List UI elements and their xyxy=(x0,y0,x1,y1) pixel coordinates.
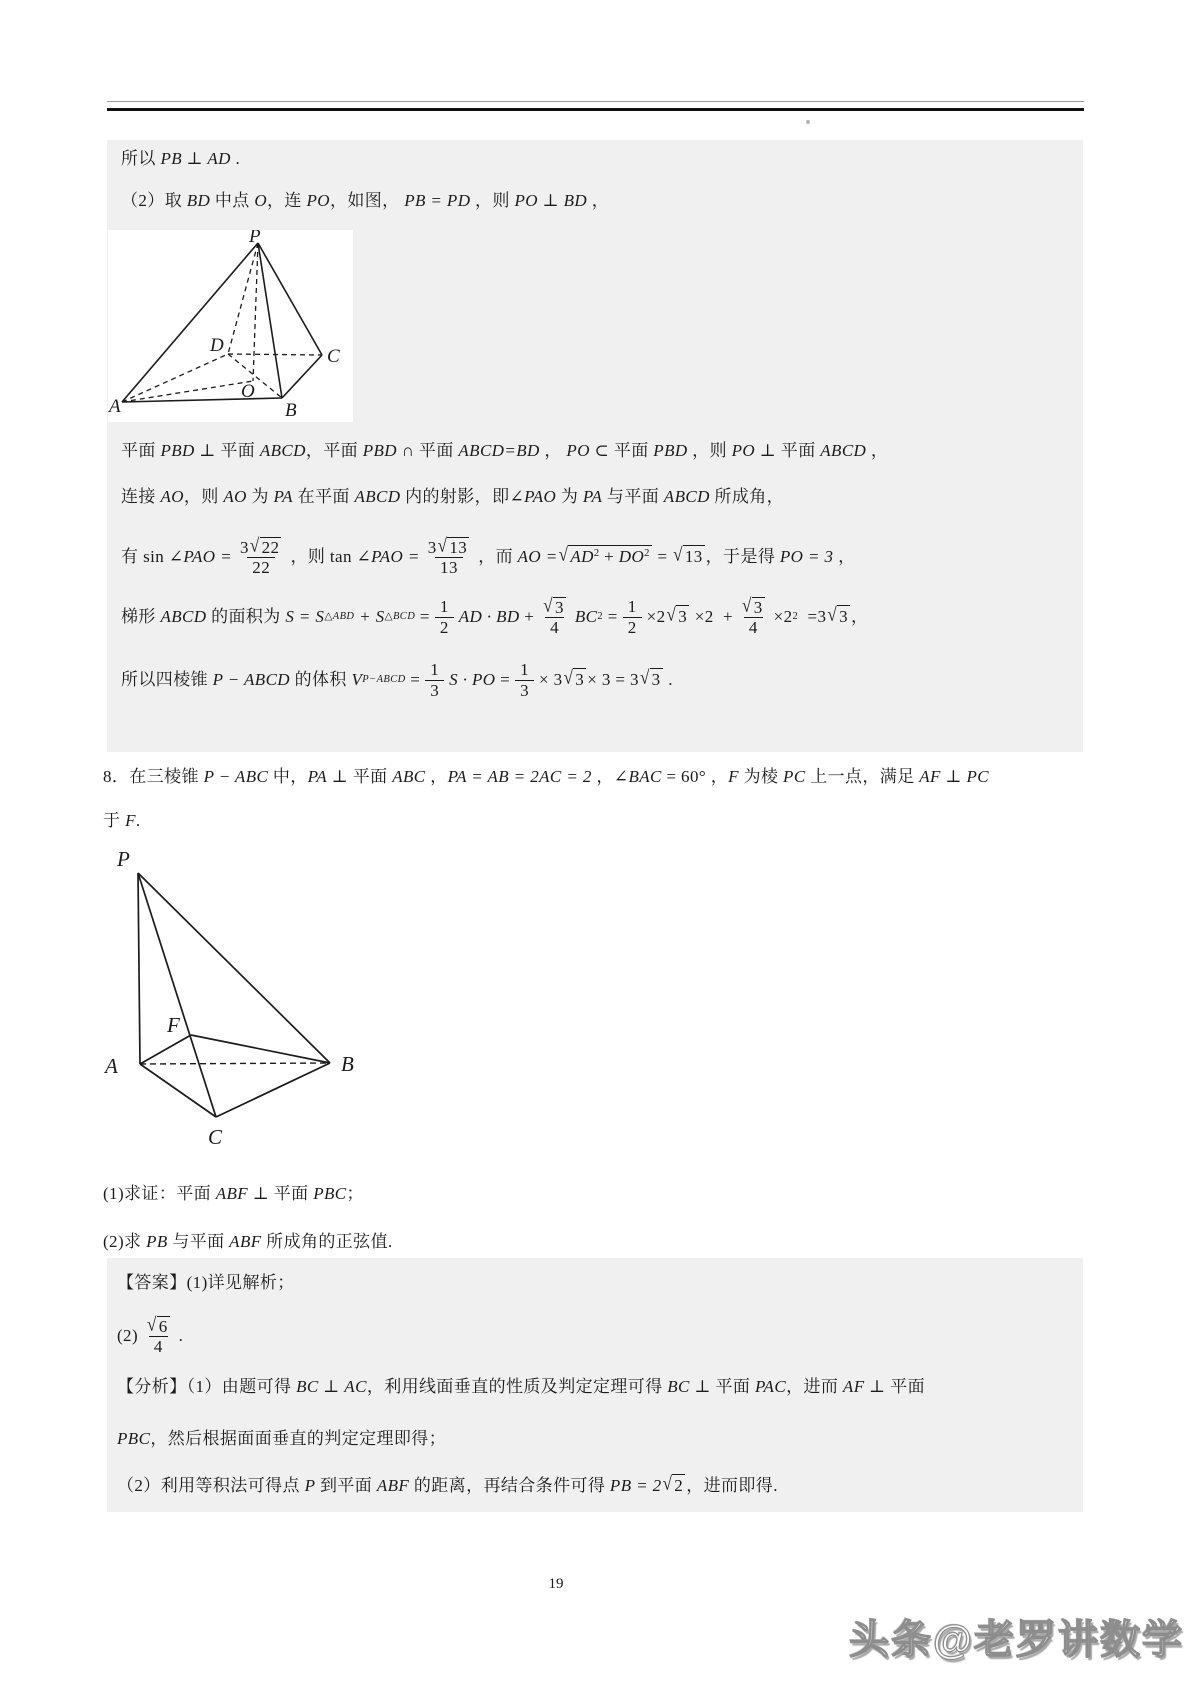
answer-line-1: 【答案】(1)详见解析； xyxy=(117,1273,295,1292)
fig2-label-f: F xyxy=(167,1013,180,1037)
solution-line-3: 平面 PBD ⊥ 平面 ABCD，平面 PBD ∩ 平面 ABCD=BD ， PO ⊂ 平面 PBD ，则 PO ⊥ 平面 ABCD ， xyxy=(121,441,889,460)
header-rule-thin xyxy=(107,101,1084,102)
solution-line-1: 所以 PB ⊥ AD . xyxy=(121,149,241,168)
pyramid-pabc-drawing xyxy=(95,840,375,1160)
speck-artifact xyxy=(806,120,810,124)
figure-pyramid-pabc xyxy=(95,840,375,1160)
page-number: 19 xyxy=(548,1576,564,1592)
fig1-label-d: D xyxy=(210,335,224,356)
fig2-label-b: B xyxy=(341,1052,354,1076)
problem8-line-2: 于 F. xyxy=(103,811,141,830)
analysis-line-2: PBC，然后根据面面垂直的判定定理即得； xyxy=(117,1429,447,1448)
fig2-label-c: C xyxy=(208,1125,223,1149)
solution-line-6: 梯形 ABCD 的面积为 S = S △ABD + S △BCD = $\frac{1}{2}$ AD · BD + √ 3 4 BC 2 = $\frac{1}{2}$ ×2 √ 3 ×2 + √ 3 4 ×2 2 =3 √ 3 ， xyxy=(121,594,869,637)
analysis-line-3: （2）利用等积法可得点 P 到平面 ABF 的距离，再结合条件可得 PB = 2 √ 2 ，进而即得 . xyxy=(117,1466,778,1506)
fig1-label-o: O xyxy=(241,381,255,402)
fig1-label-p: P xyxy=(249,230,261,247)
solution-line-7: 所以四棱锥 P − ABCD 的体积 V P−ABCD = $\frac{1}{3}$ S · PO = $\frac{1}{3}$ × 3 √ 3 × 3 = 3 √ 3 . xyxy=(121,660,673,700)
fig2-label-p: P xyxy=(117,847,130,871)
figure-pyramid-pabcd xyxy=(108,230,353,422)
fig1-label-a: A xyxy=(109,396,121,417)
solution-line-5: 有 sin ∠PAO = 3 √ 22 22 ，则 tan ∠PAO = 3 √ 13 13 ，而 AO = √ $AD^2 + DO^2$ = √ 13 ，于是得 PO = 3 ， xyxy=(121,534,856,577)
problem8-line-1: 8．在三棱锥 P − ABC 中，PA ⊥ 平面 ABC ，PA = AB = 2AC = 2 ，∠BAC = 60° ，F 为棱 PC 上一点，满足 AF ⊥ PC xyxy=(103,767,990,786)
fig1-label-b: B xyxy=(285,400,297,421)
solution-line-4: 连接 AO，则 AO 为 PA 在平面 ABCD 内的射影，即∠PAO 为 PA 与平面 ABCD 所成角， xyxy=(121,487,785,506)
problem8-question-2: (2)求 PB 与平面 ABF 所成角的正弦值. xyxy=(103,1232,393,1251)
answer-line-2: (2) √ 6 4 . xyxy=(117,1313,184,1356)
problem8-question-1: (1)求证：平面 ABF ⊥ 平面 PBC； xyxy=(103,1184,364,1203)
fig2-label-a: A xyxy=(105,1054,118,1078)
fig1-label-c: C xyxy=(327,346,340,367)
analysis-line-1: 【分析】（1）由题可得 BC ⊥ AC，利用线面垂直的性质及判定定理可得 BC ⊥ 平面 PAC，进而 AF ⊥ 平面 xyxy=(117,1377,925,1396)
watermark-text: 头条@老罗讲数学 xyxy=(848,1618,1184,1662)
header-rule-thick xyxy=(107,108,1084,111)
solution-line-2: （2）取 BD 中点 O，连 PO，如图， PB = PD ，则 PO ⊥ BD ， xyxy=(121,191,610,210)
pyramid-pabcd-drawing xyxy=(108,230,353,422)
